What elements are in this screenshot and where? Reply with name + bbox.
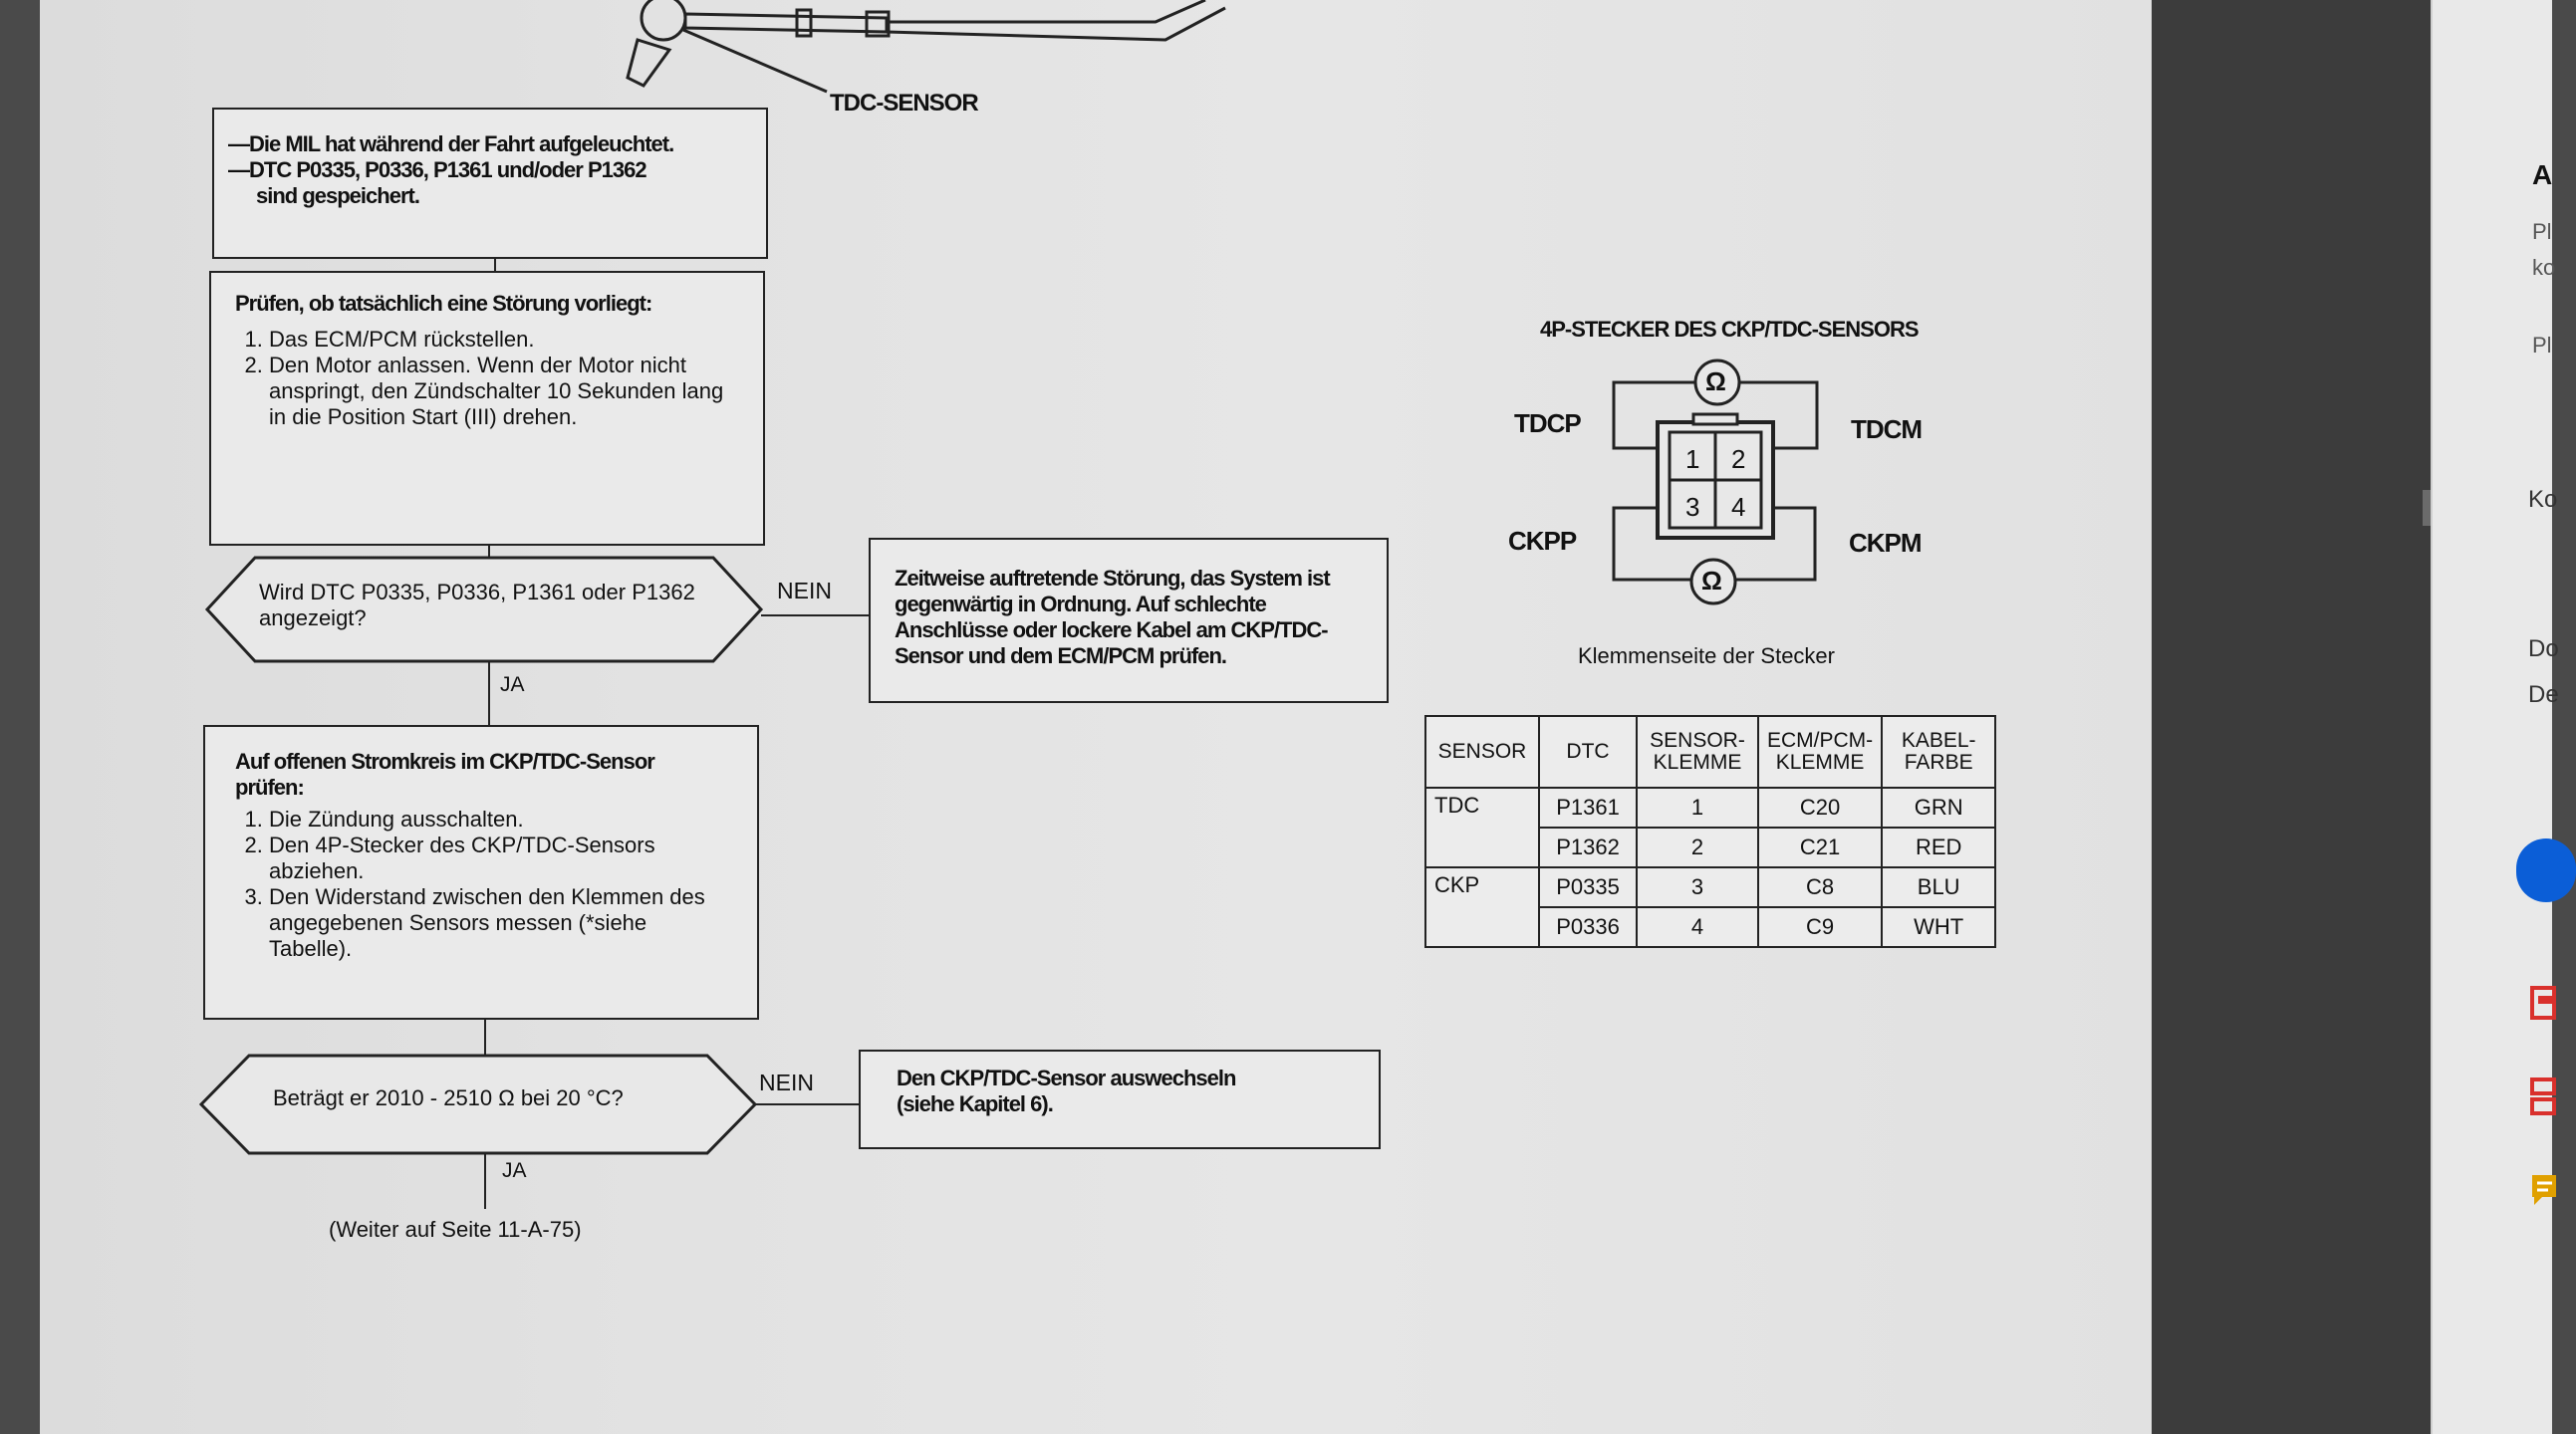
pin-3: 3 <box>1685 492 1700 522</box>
no-label-1: NEIN <box>777 578 832 603</box>
check-step-2: 2. Den Motor anlassen. Wenn der Motor nicht anspringt, den Zündschalter 10 Sekunden lang in die Position Start (III) drehen. <box>269 353 739 430</box>
comment-icon[interactable] <box>2528 1171 2568 1211</box>
header-sensor-klemme: SENSOR- KLEMME <box>1637 716 1758 788</box>
panel-fragment[interactable]: De <box>2528 681 2559 708</box>
start-box <box>212 108 768 259</box>
pin-2: 2 <box>1731 444 1746 474</box>
cell-ecm: C20 <box>1758 788 1882 828</box>
primary-action-button[interactable] <box>2516 838 2576 902</box>
start-line-3: sind gespeichert. <box>256 183 419 208</box>
viewer-gutter <box>2152 0 2431 1434</box>
open-step-3: 3. Den Widerstand zwischen den Klemmen des angegebenen Sensors messen (*siehe Tabelle). <box>269 884 727 962</box>
cell-ecm: C21 <box>1758 828 1882 867</box>
yes-label-2: JA <box>502 1159 527 1182</box>
ohm-symbol-bottom: Ω <box>1701 566 1722 596</box>
check-step-1: 1. Das ECM/PCM rückstellen. <box>269 327 739 353</box>
open-step-2: 2. Den 4P-Stecker des CKP/TDC-Sensors abziehen. <box>269 833 727 884</box>
open-step-1: 1. Die Zündung ausschalten. <box>269 807 727 833</box>
cell-dtc: P1362 <box>1539 828 1637 867</box>
cell-dtc: P1361 <box>1539 788 1637 828</box>
cell-farbe: WHT <box>1882 907 1995 947</box>
header-sensor: SENSOR <box>1425 716 1539 788</box>
connector-line <box>494 259 496 271</box>
panel-fragment: ko <box>2532 255 2556 280</box>
panel-fragment[interactable]: Do <box>2528 635 2559 662</box>
no-label-2: NEIN <box>759 1070 814 1095</box>
open-circuit-box <box>203 725 759 1020</box>
table-row <box>1425 788 1995 828</box>
ckpm-label: CKPM <box>1849 528 1922 558</box>
cell-klemme: 2 <box>1637 828 1758 867</box>
open-circuit-title: Auf offenen Stromkreis im CKP/TDC-Sensor prüfen: <box>235 749 654 800</box>
cell-klemme: 1 <box>1637 788 1758 828</box>
intermittent-text: Zeitweise auftretende Störung, das System ist gegenwärtig in Ordnung. Auf schlechte Anschlüsse oder lockere Kabel am CKP/TDC-Sensor und dem ECM/PCM prüfen. <box>895 566 1330 668</box>
cell-farbe: RED <box>1882 828 1995 867</box>
tdcp-label: TDCP <box>1514 408 1581 438</box>
ohm-symbol-top: Ω <box>1705 366 1726 396</box>
decision-2-text: Beträgt er 2010 - 2510 Ω bei 20 °C? <box>273 1085 624 1110</box>
ckpp-label: CKPP <box>1508 526 1577 556</box>
header-dtc: DTC <box>1539 716 1637 788</box>
cell-sensor: CKP <box>1425 867 1539 947</box>
cell-sensor: TDC <box>1425 788 1539 867</box>
panel-fragment: Pl <box>2532 333 2552 358</box>
header-ecm-klemme: ECM/PCM- KLEMME <box>1758 716 1882 788</box>
yes-label-1: JA <box>500 673 525 696</box>
table-header-row <box>1425 716 1995 788</box>
replace-line-1: Den CKP/TDC-Sensor auswechseln <box>897 1066 1236 1090</box>
table-row <box>1425 867 1995 907</box>
pin-1: 1 <box>1685 444 1700 474</box>
replace-line-2: (siehe Kapitel 6). <box>897 1091 1053 1116</box>
dtc-table <box>1424 715 1996 948</box>
replace-box <box>859 1050 1381 1149</box>
connector-title: 4P-STECKER DES CKP/TDC-SENSORS <box>1540 317 1919 342</box>
connector-caption: Klemmenseite der Stecker <box>1578 643 1835 668</box>
decision-1-text: Wird DTC P0335, P0336, P1361 oder P1362 angezeigt? <box>259 580 695 630</box>
cell-dtc: P0336 <box>1539 907 1637 947</box>
cell-ecm: C9 <box>1758 907 1882 947</box>
cell-dtc: P0335 <box>1539 867 1637 907</box>
pdf-tool-icon[interactable] <box>2528 984 2568 1024</box>
cell-ecm: C8 <box>1758 867 1882 907</box>
organize-pages-icon[interactable] <box>2528 1076 2568 1115</box>
connector-line <box>755 1103 861 1105</box>
cell-farbe: BLU <box>1882 867 1995 907</box>
cell-farbe: GRN <box>1882 788 1995 828</box>
panel-fragment[interactable]: Ko <box>2528 486 2558 513</box>
start-line-1: —Die MIL hat während der Fahrt aufgeleuchtet. <box>228 131 674 156</box>
cell-klemme: 3 <box>1637 867 1758 907</box>
connector-line <box>488 661 490 725</box>
pin-4: 4 <box>1731 492 1746 522</box>
panel-fragment: A <box>2532 159 2553 190</box>
side-panel <box>2431 0 2559 1434</box>
intermittent-box <box>869 538 1389 703</box>
start-line-2: —DTC P0335, P0336, P1361 und/oder P1362 <box>228 157 646 182</box>
continue-text: (Weiter auf Seite 11-A-75) <box>329 1217 582 1242</box>
panel-fragment: Pl <box>2532 219 2552 244</box>
connector-line <box>761 614 871 616</box>
sensor-label: TDC-SENSOR <box>830 90 978 117</box>
check-title: Prüfen, ob tatsächlich eine Störung vorliegt: <box>235 291 652 316</box>
connector-line <box>484 1020 486 1056</box>
cell-klemme: 4 <box>1637 907 1758 947</box>
tdcm-label: TDCM <box>1851 414 1923 444</box>
connector-line <box>484 1153 486 1209</box>
check-box <box>209 271 765 546</box>
header-kabel-farbe: KABEL- FARBE <box>1882 716 1995 788</box>
